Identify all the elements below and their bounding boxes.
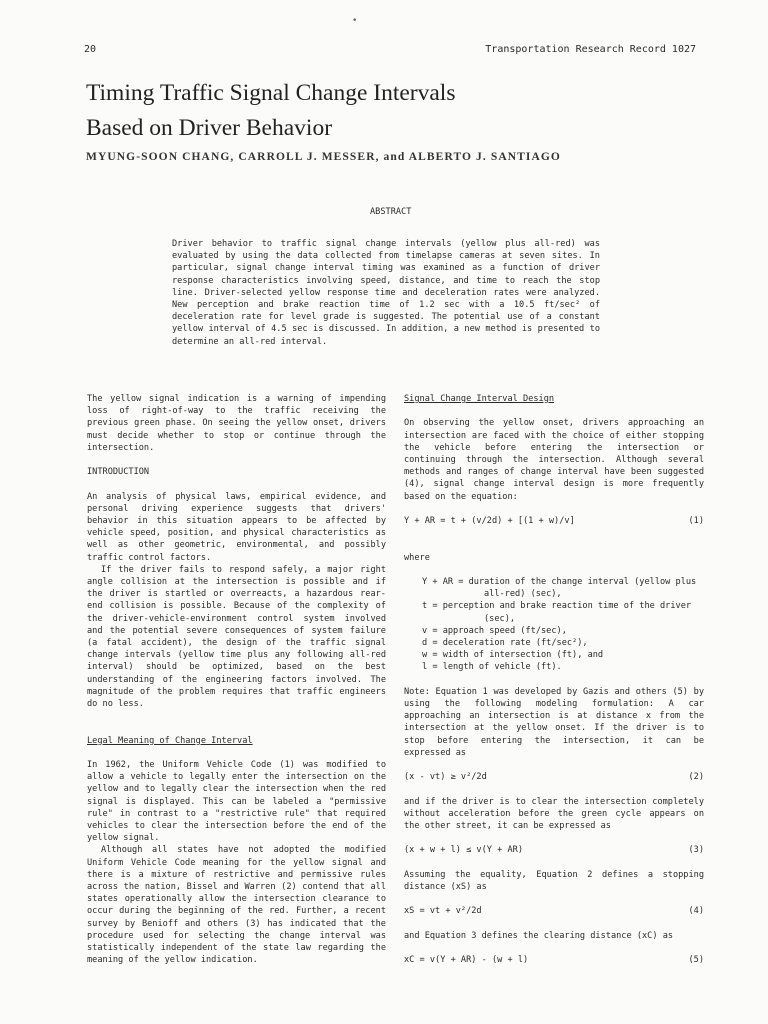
- abstract-text: Driver behavior to traffic signal change intervals (yellow plus all-red) was evaluated by using the data collected from timelapse cameras at seven sites. In particular, signal change interval timing was examined as a function of driver response characteristics involving speed, distance, and time to reach the stop line. Driver-selected yellow response time and deceleration rates were analyzed. New perception and brake reaction time of 1.2 sec with a 10.5 ft/sec² of deceleration rate for level grade is suggested. The potential use of a constant yellow interval of 4.5 sec is discussed. In addition, a new method is presented to determine an all-red interval.: [172, 239, 600, 347]
- legal-paragraph-2: Although all states have not adopted the modified Uniform Vehicle Code meaning for the yellow signal and there is a mixture of restrictive and permissive rules across the nation, Bissel and Warren (2) contend that all states operationally allow the intersection clearance to occur during the beginning of the red. Further, a recent survey by Benioff and others (3) has indicated that the procedure used for selecting the change interval was statistically independent of the state law regarding the meaning of the yellow indication.: [87, 845, 386, 966]
- equation-4-number: (4): [688, 906, 704, 917]
- equation-1-number: (1): [688, 516, 704, 526]
- abstract-heading: ABSTRACT: [370, 207, 412, 217]
- introduction-paragraph-2: If the driver fails to respond safely, a major right angle collision at the intersection is possible and if the driver is startled or overreacts, a hazardous rear-end collision is possible. Because of the complexity of the driver-vehicle-environment control system involved and the potential severe consequences of system failure (a fatal accident), the design of the traffic signal change intervals (yellow time plus any following all-red interval) should be optimized, based on the best understanding of the engineering factors involved. The magnitude of the problem requires that traffic engineers do no less.: [87, 564, 386, 710]
- legal-meaning-heading: Legal Meaning of Change Interval: [87, 735, 253, 746]
- definition-item: d = deceleration rate (ft/sec²),: [422, 637, 588, 648]
- clearing-distance-paragraph: and Equation 3 defines the clearing distance (xC) as: [404, 930, 674, 941]
- definition-item: v = approach speed (ft/sec),: [422, 625, 567, 636]
- title-line-1: Timing Traffic Signal Change Intervals: [86, 80, 456, 106]
- equation-4: [404, 905, 704, 917]
- introduction-paragraph-1: An analysis of physical laws, empirical evidence, and personal driving experience suggests that drivers' behavior in this situation appears to be affected by vehicle speed, position, and physical characteristics as well as other geometric, environmental, and possibly traffic control factors.: [87, 491, 386, 563]
- journal-title: Transportation Research Record 1027: [485, 44, 696, 55]
- design-paragraph: On observing the yellow onset, drivers approaching an intersection are faced with the choice of either stopping the vehicle before entering the intersection or continuing through the intersection. Although several methods and ranges of change interval have been suggested (4), signal change interval design is more frequently based on the equation:: [404, 418, 704, 502]
- equation-3: [404, 844, 704, 856]
- stopping-distance-paragraph: Assuming the equality, Equation 2 defines a stopping distance (xS) as: [404, 869, 704, 892]
- equation-2: [404, 771, 704, 783]
- equation-3-number: (3): [688, 845, 704, 856]
- where-label: where: [404, 552, 430, 563]
- paper-title: [86, 76, 686, 146]
- equation-1: [404, 515, 704, 527]
- author-list: MYUNG-SOON CHANG, CARROLL J. MESSER, and ALBERTO J. SANTIAGO: [86, 151, 561, 163]
- equation-5-text: xC = v(Y + AR) - (w + l): [404, 955, 529, 966]
- page-number: 20: [84, 44, 97, 55]
- clearing-paragraph: and if the driver is to clear the intersection completely without acceleration before the green cycle appears on the other street, it can be expressed as: [404, 796, 704, 831]
- title-line-2: Based on Driver Behavior: [86, 115, 333, 141]
- equation-4-text: xS = vt + v²/2d: [404, 906, 482, 917]
- introduction-heading: INTRODUCTION: [87, 467, 150, 478]
- equation-5: [404, 954, 704, 966]
- legal-paragraph-1: In 1962, the Uniform Vehicle Code (1) was modified to allow a vehicle to legally enter the intersection on the yellow and to legally clear the intersection when the red signal is displayed. This can be labeled a "permissive rule" in contrast to a "restrictive rule" that required vehicles to clear the intersection before the end of the yellow signal.: [87, 760, 386, 844]
- equation-3-text: (x + w + l) ≤ v(Y + AR): [404, 845, 523, 856]
- scan-mark: •: [352, 16, 358, 26]
- definition-item: w = width of intersection (ft), and: [422, 650, 604, 661]
- equation-2-number: (2): [688, 772, 704, 783]
- left-column: [87, 393, 386, 966]
- definition-item: t = perception and brake reaction time of the driver (sec),: [422, 601, 692, 624]
- definition-list: [422, 576, 704, 674]
- intro-paragraph: The yellow signal indication is a warning of impending loss of right-of-way to the traffic receiving the previous green phase. On seeing the yellow onset, drivers must decide whether to stop or continue through the intersection.: [87, 394, 386, 453]
- equation-5-number: (5): [688, 955, 704, 966]
- equation-2-text: (x - vt) ≥ v²/2d: [404, 772, 487, 783]
- design-heading: Signal Change Interval Design: [404, 394, 555, 404]
- equation-1-text: Y + AR = t + (v/2d) + [(1 + w)/v]: [404, 516, 575, 526]
- definition-item: l = length of vehicle (ft).: [422, 662, 562, 673]
- note-paragraph: Note: Equation 1 was developed by Gazis and others (5) by using the following modeling formulation: A car approaching an intersection is at distance x from the intersection at the yellow onset. If the driver is to stop before entering the intersection, it can be expressed as: [404, 686, 704, 758]
- right-column: [404, 393, 704, 966]
- definition-item: Y + AR = duration of the change interval (yellow plus all-red) (sec),: [422, 576, 697, 600]
